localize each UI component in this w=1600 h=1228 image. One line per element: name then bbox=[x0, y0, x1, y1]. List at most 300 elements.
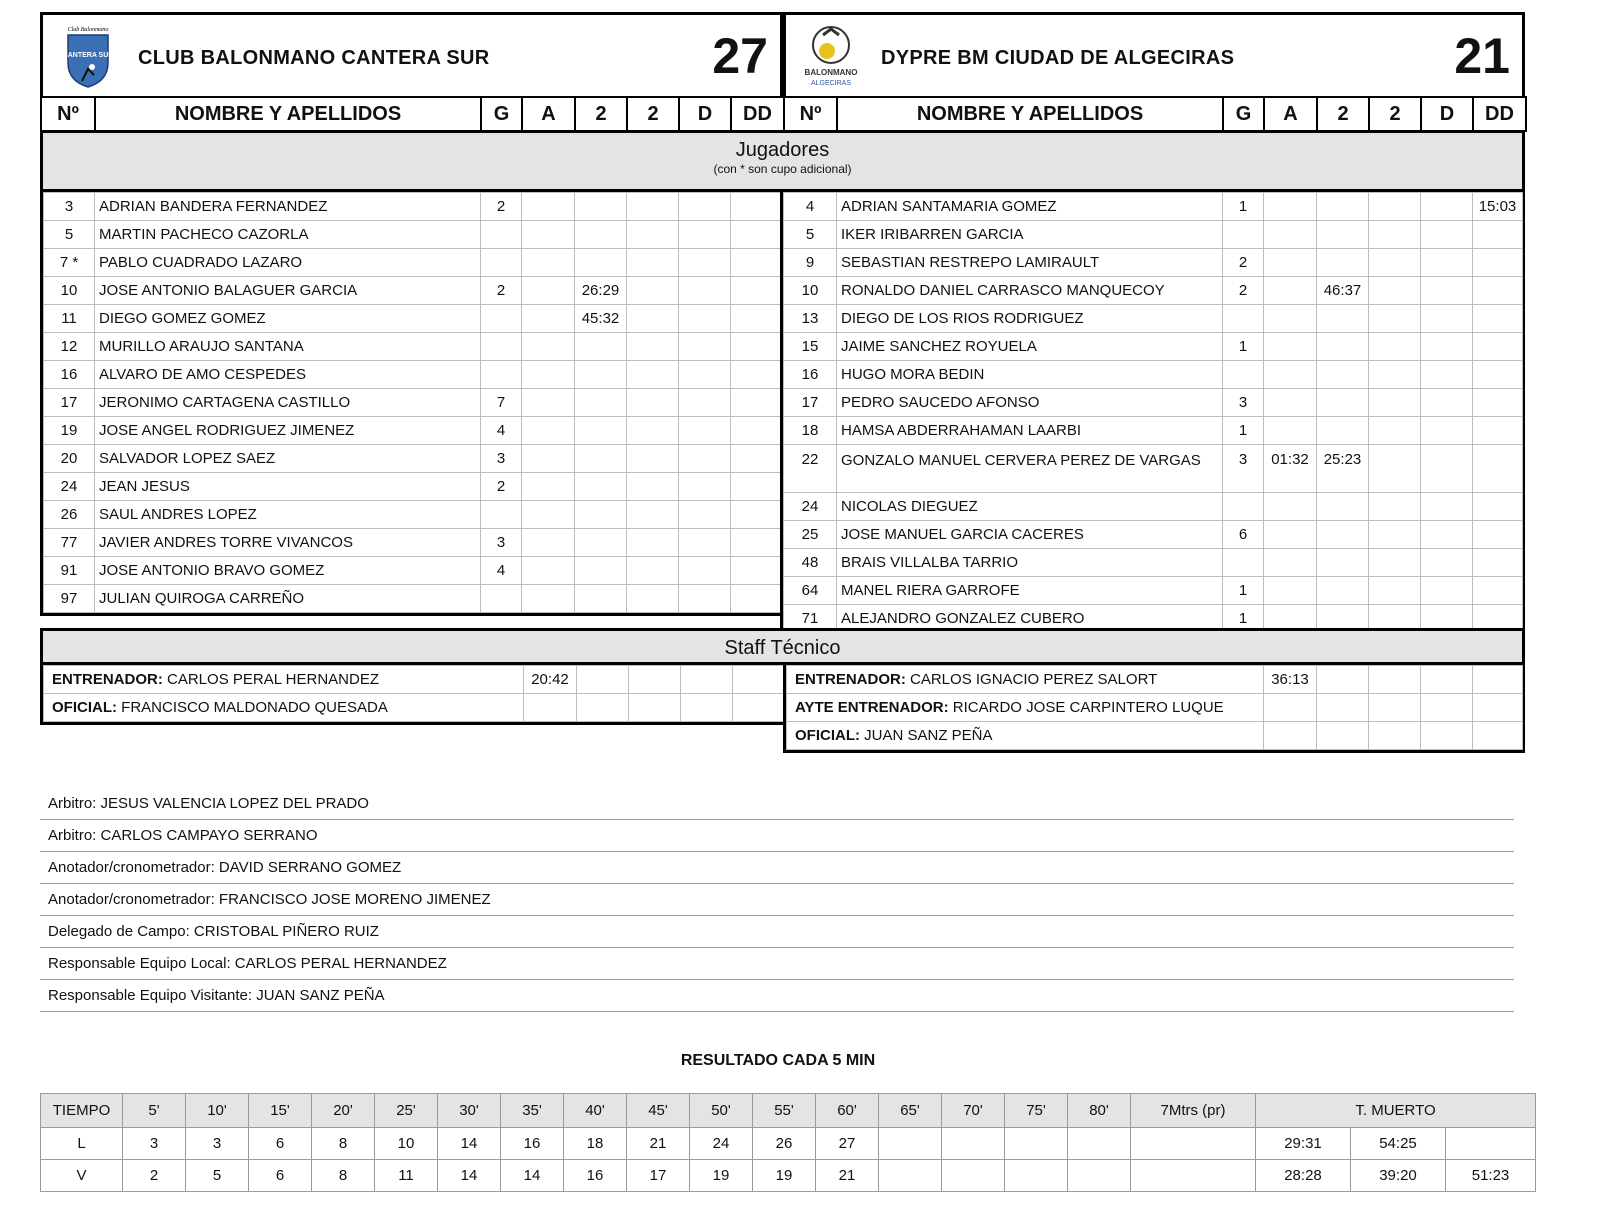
results-row bbox=[41, 1160, 1536, 1192]
player-suspension-2 bbox=[1369, 249, 1421, 277]
player-number: 24 bbox=[784, 493, 837, 521]
col-suspension-1: 2 bbox=[1317, 97, 1369, 131]
player-suspension-1 bbox=[1317, 305, 1369, 333]
staff-empty-cell bbox=[1473, 722, 1523, 750]
player-number: 11 bbox=[44, 305, 95, 333]
results-score-cell: 18 bbox=[564, 1128, 627, 1160]
player-goals: 3 bbox=[481, 529, 522, 557]
player-suspension-1 bbox=[575, 361, 627, 389]
player-suspension-2 bbox=[627, 529, 679, 557]
player-suspension-2 bbox=[1369, 277, 1421, 305]
official-referee-2: Arbitro: CARLOS CAMPAYO SERRANO bbox=[40, 820, 1514, 852]
player-goals: 2 bbox=[1223, 249, 1264, 277]
results-header-cell: 5' bbox=[123, 1094, 186, 1128]
player-disqualification bbox=[679, 249, 731, 277]
staff-empty-cell bbox=[1317, 722, 1369, 750]
player-disqualification-report bbox=[1473, 417, 1523, 445]
player-suspension-2 bbox=[1369, 193, 1421, 221]
staff-role: OFICIAL: bbox=[52, 699, 117, 716]
player-name: RONALDO DANIEL CARRASCO MANQUECOY bbox=[837, 277, 1223, 305]
player-name: BRAIS VILLALBA TARRIO bbox=[837, 549, 1223, 577]
player-goals: 1 bbox=[1223, 417, 1264, 445]
player-suspension-1 bbox=[575, 333, 627, 361]
results-score-cell: 19 bbox=[690, 1160, 753, 1192]
player-suspension-2 bbox=[1369, 417, 1421, 445]
home-staff-table bbox=[43, 665, 784, 722]
player-warning bbox=[522, 501, 575, 529]
results-timeout-cell: 28:28 bbox=[1256, 1160, 1351, 1192]
official-home-responsible: Responsable Equipo Local: CARLOS PERAL HERNANDEZ bbox=[40, 948, 1514, 980]
player-suspension-2 bbox=[627, 193, 679, 221]
staff-section-title: Staff Técnico bbox=[724, 637, 841, 659]
player-name: PEDRO SAUCEDO AFONSO bbox=[837, 389, 1223, 417]
results-timeout-cell: 54:25 bbox=[1351, 1128, 1446, 1160]
staff-member bbox=[44, 666, 524, 694]
player-row bbox=[784, 193, 1523, 221]
col-warning: A bbox=[522, 97, 575, 131]
player-disqualification-report bbox=[731, 557, 784, 585]
results-header-cell: TIEMPO bbox=[41, 1094, 123, 1128]
staff-role: ENTRENADOR: bbox=[795, 671, 906, 688]
player-suspension-1: 26:29 bbox=[575, 277, 627, 305]
player-goals: 6 bbox=[1223, 521, 1264, 549]
player-disqualification-report bbox=[731, 249, 784, 277]
player-suspension-1 bbox=[575, 585, 627, 613]
player-disqualification bbox=[679, 193, 731, 221]
staff-empty-cell bbox=[1421, 722, 1473, 750]
player-warning bbox=[522, 445, 575, 473]
player-suspension-1: 45:32 bbox=[575, 305, 627, 333]
player-warning bbox=[1264, 549, 1317, 577]
player-number: 64 bbox=[784, 577, 837, 605]
col-number: Nº bbox=[784, 97, 837, 131]
results-score-cell: 19 bbox=[753, 1160, 816, 1192]
timeout-header: T. MUERTO bbox=[1256, 1094, 1536, 1128]
player-warning bbox=[522, 221, 575, 249]
results-score-cell: 24 bbox=[690, 1128, 753, 1160]
player-number: 22 bbox=[784, 445, 837, 493]
player-disqualification-report: 15:03 bbox=[1473, 193, 1523, 221]
player-goals bbox=[481, 501, 522, 529]
player-suspension-2 bbox=[627, 249, 679, 277]
player-suspension-2 bbox=[627, 417, 679, 445]
player-suspension-1 bbox=[575, 221, 627, 249]
player-number: 5 bbox=[44, 221, 95, 249]
col-goals: G bbox=[481, 97, 522, 131]
staff-warning bbox=[1264, 722, 1317, 750]
results-score-cell bbox=[879, 1128, 942, 1160]
player-warning bbox=[1264, 389, 1317, 417]
player-goals bbox=[481, 361, 522, 389]
results-score-cell bbox=[1131, 1160, 1256, 1192]
staff-row bbox=[44, 666, 784, 694]
player-number: 10 bbox=[44, 277, 95, 305]
player-goals: 1 bbox=[1223, 577, 1264, 605]
player-suspension-2 bbox=[627, 389, 679, 417]
away-staff-box bbox=[783, 665, 1525, 753]
player-name: NICOLAS DIEGUEZ bbox=[837, 493, 1223, 521]
away-team-header bbox=[783, 12, 1525, 96]
results-title: RESULTADO CADA 5 MIN bbox=[680, 1052, 876, 1069]
player-warning bbox=[522, 277, 575, 305]
player-disqualification bbox=[1421, 305, 1473, 333]
staff-name: CARLOS IGNACIO PEREZ SALORT bbox=[905, 671, 1158, 688]
player-name: ADRIAN SANTAMARIA GOMEZ bbox=[837, 193, 1223, 221]
player-disqualification-report bbox=[1473, 445, 1523, 493]
player-warning bbox=[522, 305, 575, 333]
player-disqualification-report bbox=[731, 361, 784, 389]
player-warning bbox=[522, 585, 575, 613]
results-score-cell bbox=[1005, 1128, 1068, 1160]
player-warning bbox=[522, 361, 575, 389]
player-name: SAUL ANDRES LOPEZ bbox=[95, 501, 481, 529]
player-goals bbox=[1223, 361, 1264, 389]
staff-empty-cell bbox=[629, 694, 681, 722]
player-name: JOSE MANUEL GARCIA CACERES bbox=[837, 521, 1223, 549]
player-row bbox=[44, 305, 784, 333]
staff-name: RICARDO JOSE CARPINTERO LUQUE bbox=[948, 699, 1224, 716]
player-row bbox=[44, 501, 784, 529]
player-disqualification-report bbox=[731, 193, 784, 221]
player-goals bbox=[481, 221, 522, 249]
officials-list bbox=[40, 788, 1514, 1012]
results-header-cell: 60' bbox=[816, 1094, 879, 1128]
player-row bbox=[44, 361, 784, 389]
home-logo-text-bottom: CANTERA SUR bbox=[62, 52, 114, 59]
results-header-cell: 7Mtrs (pr) bbox=[1131, 1094, 1256, 1128]
home-players-box bbox=[40, 192, 783, 616]
player-warning bbox=[522, 473, 575, 501]
player-number: 17 bbox=[44, 389, 95, 417]
player-name: JOSE ANGEL RODRIGUEZ JIMENEZ bbox=[95, 417, 481, 445]
player-disqualification-report bbox=[1473, 361, 1523, 389]
player-row bbox=[784, 493, 1523, 521]
player-suspension-2 bbox=[1369, 389, 1421, 417]
results-header-cell: 45' bbox=[627, 1094, 690, 1128]
away-players-table bbox=[783, 192, 1523, 633]
staff-empty-cell bbox=[1317, 666, 1369, 694]
player-name: DIEGO DE LOS RIOS RODRIGUEZ bbox=[837, 305, 1223, 333]
player-row bbox=[784, 333, 1523, 361]
player-disqualification bbox=[679, 445, 731, 473]
results-score-cell bbox=[1068, 1160, 1131, 1192]
player-suspension-1 bbox=[1317, 549, 1369, 577]
player-suspension-2 bbox=[627, 445, 679, 473]
results-header-cell: 55' bbox=[753, 1094, 816, 1128]
players-section-header bbox=[40, 130, 1525, 192]
player-suspension-1 bbox=[575, 389, 627, 417]
player-suspension-2 bbox=[627, 585, 679, 613]
staff-row bbox=[787, 666, 1523, 694]
away-team-name: DYPRE BM CIUDAD DE ALGECIRAS bbox=[881, 47, 1235, 69]
player-suspension-2 bbox=[627, 305, 679, 333]
player-goals: 1 bbox=[1223, 193, 1264, 221]
player-suspension-2 bbox=[627, 221, 679, 249]
results-timeout-cell bbox=[1446, 1128, 1536, 1160]
player-goals bbox=[481, 585, 522, 613]
player-disqualification-report bbox=[1473, 493, 1523, 521]
player-goals: 4 bbox=[481, 557, 522, 585]
player-disqualification-report bbox=[731, 305, 784, 333]
results-score-cell: 14 bbox=[438, 1160, 501, 1192]
player-warning: 01:32 bbox=[1264, 445, 1317, 493]
staff-row bbox=[44, 694, 784, 722]
player-number: 4 bbox=[784, 193, 837, 221]
player-disqualification bbox=[1421, 549, 1473, 577]
staff-empty-cell bbox=[1317, 694, 1369, 722]
player-warning bbox=[522, 529, 575, 557]
player-number: 5 bbox=[784, 221, 837, 249]
staff-empty-cell bbox=[681, 666, 733, 694]
player-number: 12 bbox=[44, 333, 95, 361]
official-field-delegate: Delegado de Campo: CRISTOBAL PIÑERO RUIZ bbox=[40, 916, 1514, 948]
player-number: 25 bbox=[784, 521, 837, 549]
staff-empty-cell bbox=[1369, 722, 1421, 750]
player-disqualification bbox=[1421, 361, 1473, 389]
player-row bbox=[784, 389, 1523, 417]
player-name: MARTIN PACHECO CAZORLA bbox=[95, 221, 481, 249]
player-row bbox=[784, 549, 1523, 577]
col-suspension-1: 2 bbox=[575, 97, 627, 131]
player-suspension-2 bbox=[627, 333, 679, 361]
results-header-cell: 10' bbox=[186, 1094, 249, 1128]
player-row bbox=[784, 305, 1523, 333]
col-name: NOMBRE Y APELLIDOS bbox=[837, 97, 1223, 131]
player-row bbox=[44, 389, 784, 417]
away-team-score: 21 bbox=[1454, 28, 1510, 84]
player-suspension-1 bbox=[575, 529, 627, 557]
player-disqualification-report bbox=[731, 445, 784, 473]
player-suspension-1: 25:23 bbox=[1317, 445, 1369, 493]
player-suspension-1 bbox=[575, 193, 627, 221]
player-number: 15 bbox=[784, 333, 837, 361]
player-goals bbox=[1223, 549, 1264, 577]
player-number: 13 bbox=[784, 305, 837, 333]
player-disqualification bbox=[679, 473, 731, 501]
player-suspension-1 bbox=[1317, 361, 1369, 389]
player-row bbox=[784, 521, 1523, 549]
results-score-cell bbox=[942, 1128, 1005, 1160]
staff-empty-cell bbox=[1369, 666, 1421, 694]
player-goals: 2 bbox=[481, 193, 522, 221]
player-suspension-1 bbox=[575, 501, 627, 529]
away-staff-table bbox=[786, 665, 1523, 750]
player-number: 18 bbox=[784, 417, 837, 445]
player-warning bbox=[522, 389, 575, 417]
player-suspension-2 bbox=[627, 557, 679, 585]
player-number: 17 bbox=[784, 389, 837, 417]
player-row bbox=[44, 193, 784, 221]
player-row bbox=[784, 277, 1523, 305]
player-suspension-2 bbox=[1369, 221, 1421, 249]
home-staff-box bbox=[40, 665, 783, 725]
results-header-cell: 40' bbox=[564, 1094, 627, 1128]
staff-member bbox=[787, 722, 1264, 750]
col-suspension-2: 2 bbox=[1369, 97, 1421, 131]
away-players-box bbox=[780, 192, 1525, 636]
player-row bbox=[784, 249, 1523, 277]
player-goals: 2 bbox=[481, 473, 522, 501]
staff-empty-cell bbox=[1421, 666, 1473, 694]
player-suspension-2 bbox=[627, 361, 679, 389]
player-warning bbox=[1264, 277, 1317, 305]
results-team-label: L bbox=[41, 1128, 123, 1160]
player-goals: 7 bbox=[481, 389, 522, 417]
staff-member bbox=[787, 694, 1264, 722]
player-disqualification bbox=[679, 417, 731, 445]
player-disqualification bbox=[1421, 277, 1473, 305]
player-number: 97 bbox=[44, 585, 95, 613]
away-club-logo-icon bbox=[801, 23, 861, 89]
results-score-cell: 8 bbox=[312, 1160, 375, 1192]
results-score-cell: 3 bbox=[123, 1128, 186, 1160]
player-name: JOSE ANTONIO BALAGUER GARCIA bbox=[95, 277, 481, 305]
player-warning bbox=[522, 249, 575, 277]
player-warning bbox=[1264, 521, 1317, 549]
player-suspension-1 bbox=[575, 249, 627, 277]
player-goals bbox=[481, 249, 522, 277]
player-name: DIEGO GOMEZ GOMEZ bbox=[95, 305, 481, 333]
results-header-cell: 70' bbox=[942, 1094, 1005, 1128]
player-disqualification-report bbox=[1473, 577, 1523, 605]
official-referee-1: Arbitro: JESUS VALENCIA LOPEZ DEL PRADO bbox=[40, 788, 1514, 820]
player-suspension-2 bbox=[1369, 549, 1421, 577]
player-number: 20 bbox=[44, 445, 95, 473]
player-suspension-1 bbox=[1317, 221, 1369, 249]
staff-empty-cell bbox=[733, 666, 784, 694]
results-header-cell: 75' bbox=[1005, 1094, 1068, 1128]
player-name: ADRIAN BANDERA FERNANDEZ bbox=[95, 193, 481, 221]
col-disqualification-report: DD bbox=[731, 97, 784, 131]
player-name: JOSE ANTONIO BRAVO GOMEZ bbox=[95, 557, 481, 585]
player-disqualification-report bbox=[1473, 277, 1523, 305]
home-club-logo-icon bbox=[58, 23, 118, 89]
player-suspension-1: 46:37 bbox=[1317, 277, 1369, 305]
results-score-cell bbox=[879, 1160, 942, 1192]
results-timeout-cell: 39:20 bbox=[1351, 1160, 1446, 1192]
player-disqualification bbox=[1421, 333, 1473, 361]
player-number: 19 bbox=[44, 417, 95, 445]
staff-role: AYTE ENTRENADOR: bbox=[795, 699, 949, 716]
staff-member bbox=[44, 694, 524, 722]
player-disqualification-report bbox=[731, 501, 784, 529]
player-disqualification-report bbox=[731, 417, 784, 445]
staff-empty-cell bbox=[629, 666, 681, 694]
player-name: IKER IRIBARREN GARCIA bbox=[837, 221, 1223, 249]
player-warning bbox=[1264, 417, 1317, 445]
player-suspension-2 bbox=[627, 277, 679, 305]
results-header-cell: 50' bbox=[690, 1094, 753, 1128]
player-suspension-1 bbox=[1317, 193, 1369, 221]
player-number: 7 * bbox=[44, 249, 95, 277]
results-table bbox=[40, 1093, 1536, 1192]
player-row bbox=[784, 445, 1523, 493]
player-suspension-1 bbox=[575, 473, 627, 501]
home-players-table bbox=[43, 192, 784, 613]
player-disqualification bbox=[679, 557, 731, 585]
player-suspension-2 bbox=[627, 501, 679, 529]
player-warning bbox=[1264, 361, 1317, 389]
player-disqualification bbox=[679, 389, 731, 417]
player-number: 77 bbox=[44, 529, 95, 557]
player-goals: 2 bbox=[1223, 277, 1264, 305]
player-disqualification bbox=[1421, 389, 1473, 417]
results-score-cell: 21 bbox=[816, 1160, 879, 1192]
player-suspension-2 bbox=[1369, 445, 1421, 493]
player-suspension-2 bbox=[1369, 577, 1421, 605]
results-score-cell bbox=[1005, 1160, 1068, 1192]
player-goals bbox=[1223, 493, 1264, 521]
player-number: 24 bbox=[44, 473, 95, 501]
away-column-header bbox=[783, 96, 1527, 132]
staff-empty-cell bbox=[1473, 694, 1523, 722]
player-row bbox=[44, 529, 784, 557]
staff-empty-cell bbox=[681, 694, 733, 722]
player-number: 16 bbox=[784, 361, 837, 389]
player-disqualification-report bbox=[1473, 333, 1523, 361]
player-suspension-2 bbox=[1369, 493, 1421, 521]
staff-role: ENTRENADOR: bbox=[52, 671, 163, 688]
home-team-score: 27 bbox=[712, 28, 768, 84]
player-number: 9 bbox=[784, 249, 837, 277]
results-score-cell: 6 bbox=[249, 1128, 312, 1160]
home-logo-text-top: Club Balonmano bbox=[67, 27, 109, 33]
official-scorer-2: Anotador/cronometrador: FRANCISCO JOSE MORENO JIMENEZ bbox=[40, 884, 1514, 916]
player-row bbox=[44, 277, 784, 305]
col-suspension-2: 2 bbox=[627, 97, 679, 131]
player-disqualification-report bbox=[1473, 521, 1523, 549]
results-score-cell: 5 bbox=[186, 1160, 249, 1192]
col-disqualification: D bbox=[1421, 97, 1473, 131]
player-row bbox=[784, 417, 1523, 445]
player-suspension-1 bbox=[575, 557, 627, 585]
player-row bbox=[44, 333, 784, 361]
player-disqualification-report bbox=[1473, 389, 1523, 417]
player-disqualification-report bbox=[1473, 549, 1523, 577]
player-disqualification bbox=[679, 361, 731, 389]
player-disqualification-report bbox=[731, 221, 784, 249]
results-row bbox=[41, 1128, 1536, 1160]
results-score-cell bbox=[942, 1160, 1005, 1192]
staff-member bbox=[787, 666, 1264, 694]
player-disqualification-report bbox=[731, 529, 784, 557]
results-score-cell bbox=[1068, 1128, 1131, 1160]
player-name: JULIAN QUIROGA CARREÑO bbox=[95, 585, 481, 613]
col-name: NOMBRE Y APELLIDOS bbox=[95, 97, 481, 131]
player-goals: 1 bbox=[1223, 605, 1264, 633]
results-timeout-cell: 29:31 bbox=[1256, 1128, 1351, 1160]
player-disqualification bbox=[679, 585, 731, 613]
player-disqualification bbox=[679, 333, 731, 361]
player-disqualification-report bbox=[731, 473, 784, 501]
player-disqualification bbox=[1421, 577, 1473, 605]
results-score-cell: 8 bbox=[312, 1128, 375, 1160]
results-score-cell: 21 bbox=[627, 1128, 690, 1160]
player-goals: 3 bbox=[481, 445, 522, 473]
player-suspension-1 bbox=[1317, 577, 1369, 605]
player-suspension-2 bbox=[1369, 521, 1421, 549]
player-warning bbox=[1264, 333, 1317, 361]
player-name: GONZALO MANUEL CERVERA PEREZ DE VARGAS bbox=[837, 445, 1223, 493]
player-warning bbox=[1264, 193, 1317, 221]
player-disqualification-report bbox=[731, 333, 784, 361]
player-suspension-1 bbox=[575, 417, 627, 445]
player-suspension-2 bbox=[1369, 361, 1421, 389]
player-name: PABLO CUADRADO LAZARO bbox=[95, 249, 481, 277]
player-row bbox=[784, 577, 1523, 605]
player-name: HUGO MORA BEDIN bbox=[837, 361, 1223, 389]
player-suspension-1 bbox=[1317, 417, 1369, 445]
